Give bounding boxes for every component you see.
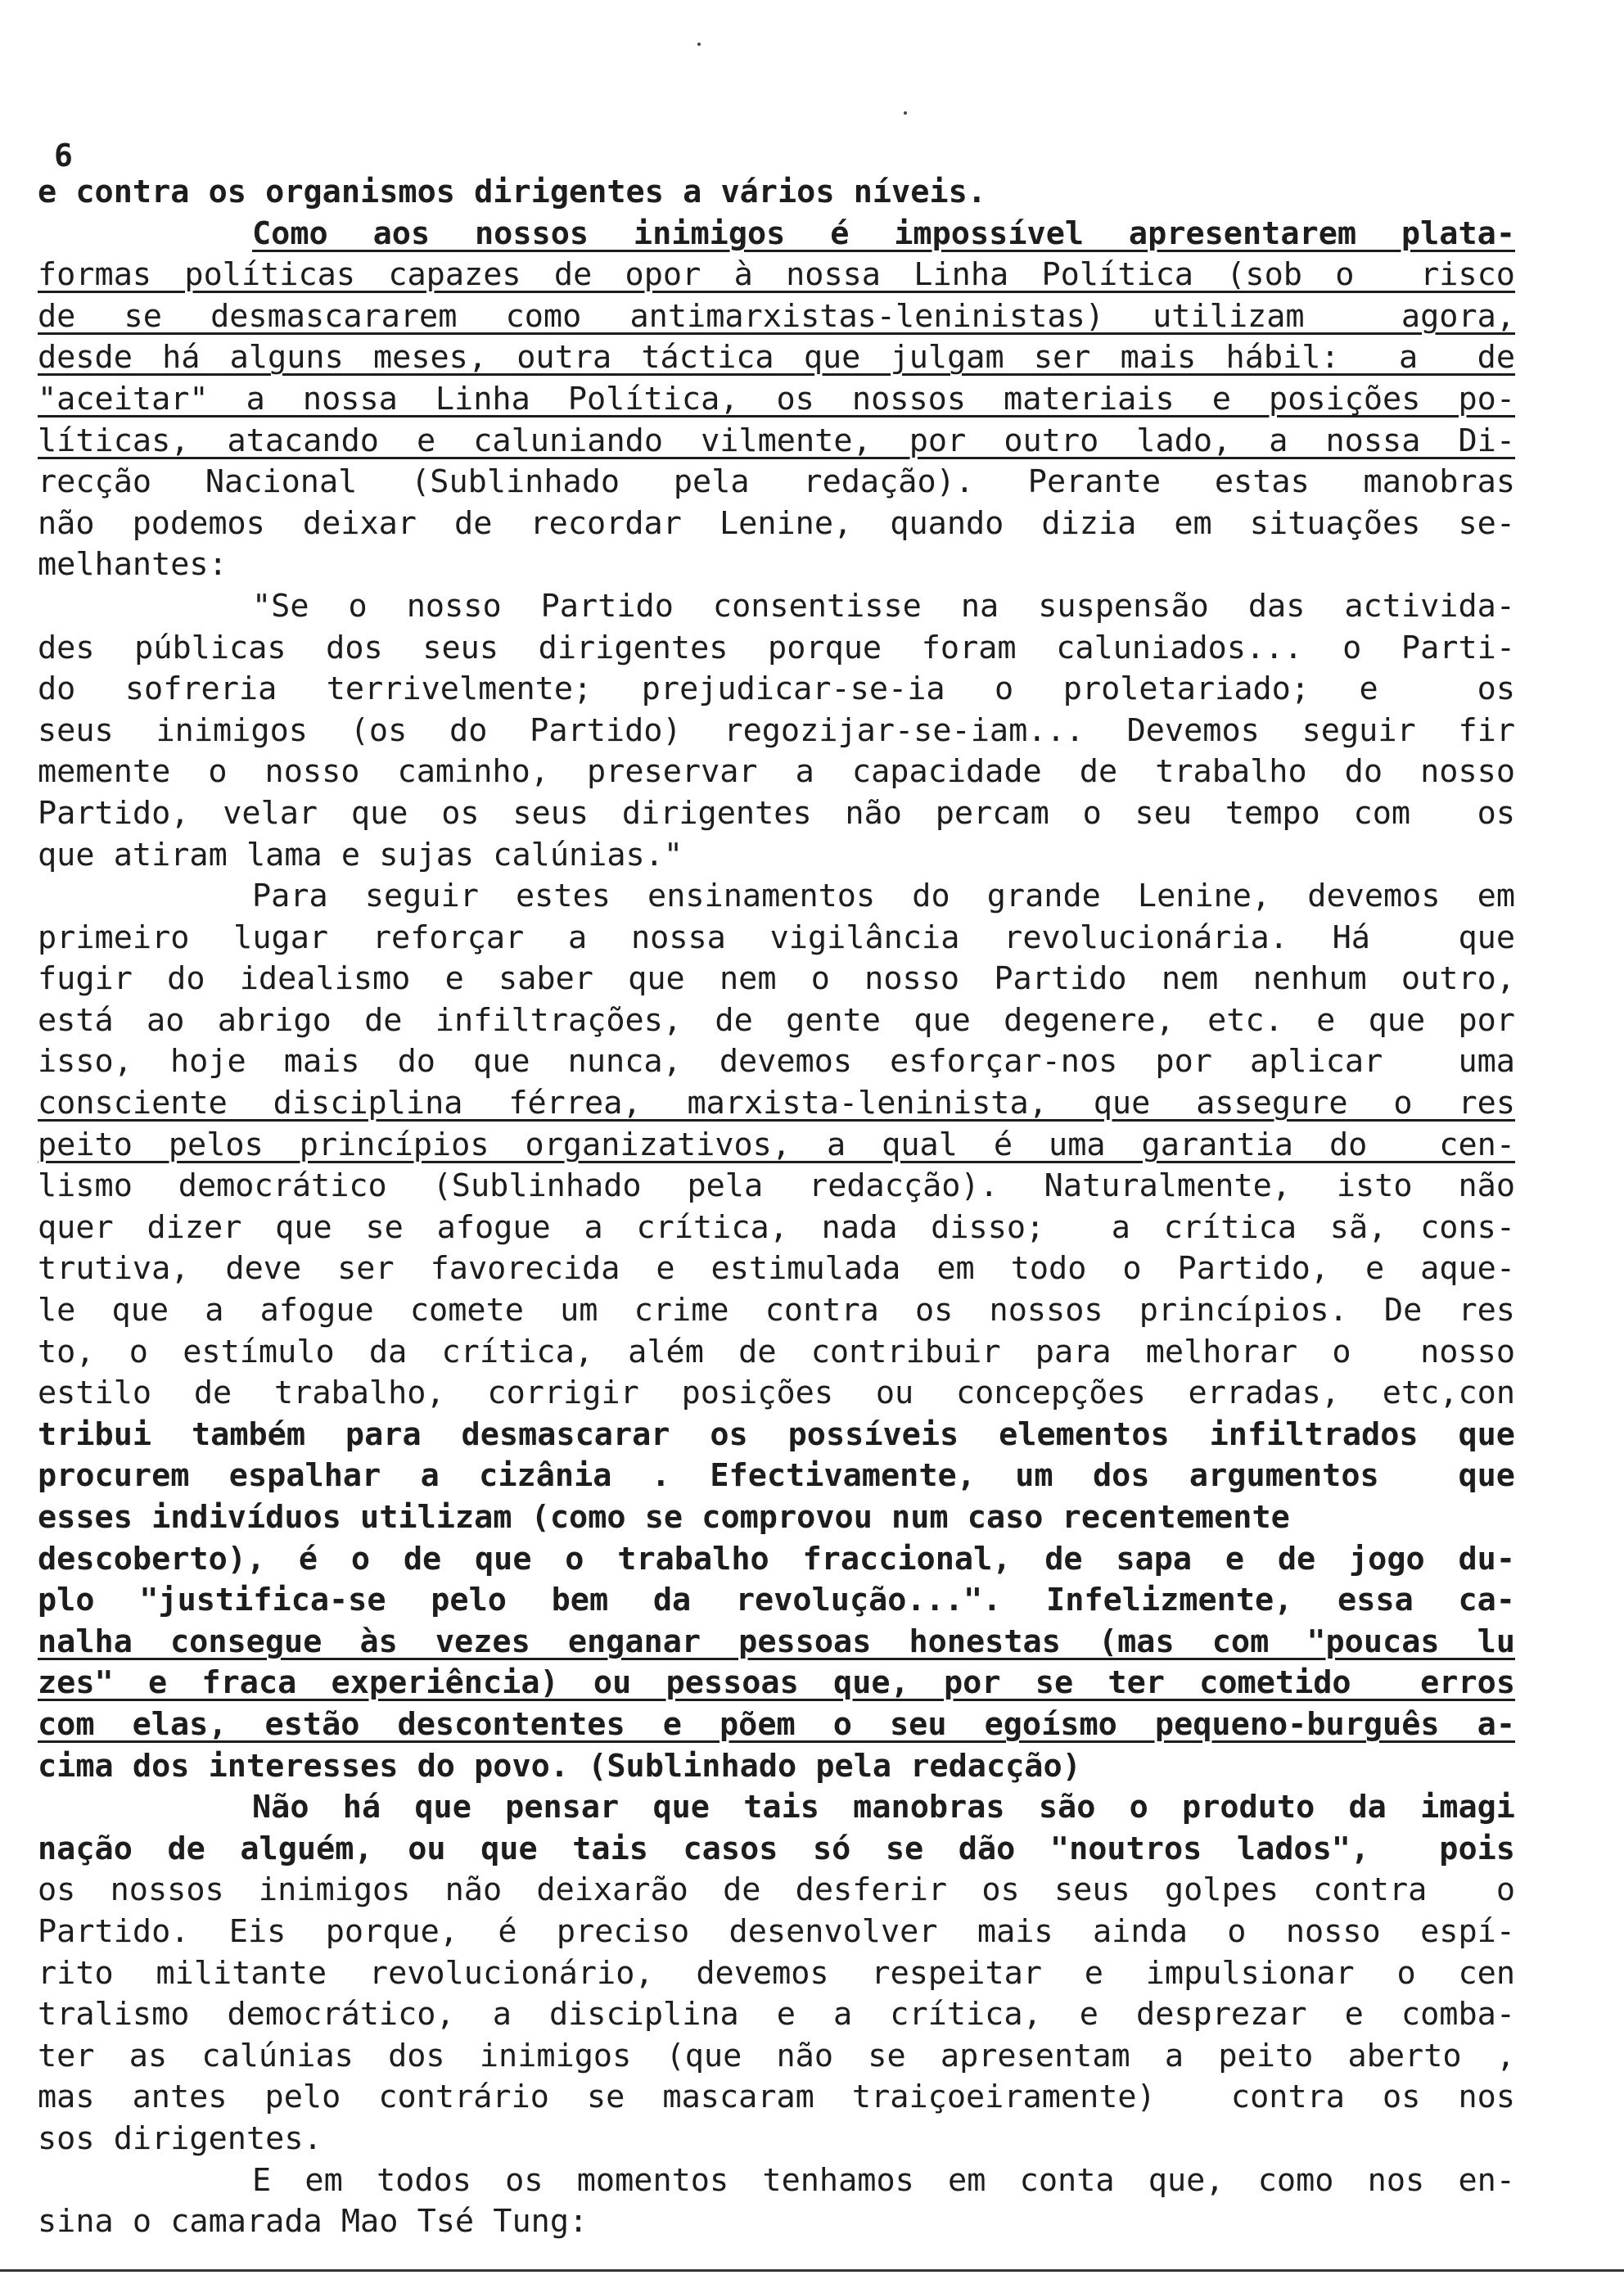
text-line (38, 1829, 1515, 1871)
text-line-content: está ao abrigo de infiltrações, de gente que degenere, etc. e que por (38, 1001, 1515, 1039)
text-line-content: recção Nacional (Sublinhado pela redação). Perante estas manobras (38, 463, 1515, 501)
text-line-content: tralismo democrático, a disciplina e a crítica, e desprezar e comba- (38, 1996, 1515, 2033)
text-line-content: primeiro lugar reforçar a nossa vigilância revolucionária. Há que (38, 919, 1515, 956)
text-line-content: "aceitar" a nossa Linha Política, os nossos materiais e posições po- (38, 380, 1515, 418)
text-line-content: que atiram lama e sujas calúnias." (38, 836, 683, 873)
text-line-content: peito pelos princípios organizativos, a qual é uma garantia do cen- (38, 1126, 1515, 1163)
text-line (38, 2119, 1515, 2160)
text-line (38, 1373, 1515, 1415)
text-line-content: fugir do idealismo e saber que nem o nosso Partido nem nenhum outro, (38, 960, 1515, 998)
text-line (38, 421, 1515, 463)
text-line (38, 2077, 1515, 2119)
text-line-content: ter as calúnias dos inimigos (que não se apresentam a peito aberto , (38, 2037, 1515, 2074)
text-line (38, 1125, 1515, 1167)
text-line (38, 1166, 1515, 1207)
text-line-content: to, o estímulo da crítica, além de contribuir para melhorar o nosso (38, 1333, 1515, 1370)
text-line-content: com elas, estão descontentes e põem o seu egoísmo pequeno-burguês a- (38, 1705, 1515, 1743)
text-line (38, 255, 1515, 296)
text-line (38, 793, 1515, 835)
text-line (38, 2201, 1515, 2243)
text-line-content: esses indivíduos utilizam (como se comprovou num caso recentemente (38, 1499, 1290, 1536)
text-line-content: Partido. Eis porque, é preciso desenvolver mais ainda o nosso espí- (38, 1912, 1515, 1950)
text-line (38, 2036, 1515, 2078)
text-line (38, 503, 1515, 545)
text-line-content: Como aos nossos inimigos é impossível apresentarem plata- (252, 214, 1515, 252)
text-line (38, 379, 1515, 421)
text-line (38, 1953, 1515, 1995)
text-line-content: descoberto), é o de que o trabalho fraccional, de sapa e de jogo du- (38, 1540, 1515, 1578)
text-line-content: trutiva, deve ser favorecida e estimulada em todo o Partido, e aque- (38, 1250, 1515, 1288)
text-line-content: melhantes: (38, 546, 228, 584)
text-line-content: memente o nosso caminho, preservar a capacidade de trabalho do nosso (38, 753, 1515, 791)
text-line-content: não podemos deixar de recordar Lenine, quando dizia em situações se- (38, 504, 1515, 542)
text-line (38, 462, 1515, 503)
bottom-rule (0, 2269, 1624, 2272)
text-line-content: os nossos inimigos não deixarão de desferir os seus golpes contra o (38, 1871, 1515, 1909)
text-line (38, 711, 1515, 752)
text-line (38, 1580, 1515, 1622)
text-line-content: cima dos interesses do povo. (Sublinhado pela redacção) (38, 1747, 1081, 1785)
text-line-content: nação de alguém, ou que tais casos só se dão "noutros lados", pois (38, 1830, 1515, 1867)
text-line (38, 1870, 1515, 1912)
text-line-content: le que a afogue comete um crime contra os nossos princípios. De res (38, 1292, 1515, 1329)
text-line-content: quer dizer que se afogue a crítica, nada disso; a crítica sã, cons- (38, 1208, 1515, 1246)
text-line (38, 214, 1515, 255)
text-line (38, 1290, 1515, 1332)
text-line-content: tribui também para desmascarar os possíveis elementos infiltrados que (38, 1415, 1515, 1453)
text-line (38, 1041, 1515, 1083)
text-line (38, 1083, 1515, 1125)
text-line (38, 1746, 1515, 1788)
text-line (38, 876, 1515, 918)
text-line-content: Para seguir estes ensinamentos do grande Lenine, devemos em (252, 878, 1515, 915)
text-line (38, 959, 1515, 1000)
text-line-content: des públicas dos seus dirigentes porque foram caluniados... o Parti- (38, 629, 1515, 666)
body-text (38, 172, 1515, 2243)
text-line-content: consciente disciplina férrea, marxista-leninista, que assegure o res (38, 1085, 1515, 1122)
text-line-content: lismo democrático (Sublinhado pela redacção). Naturalmente, isto não (38, 1167, 1515, 1205)
text-line-content: e contra os organismos dirigentes a vários níveis. (38, 174, 986, 210)
text-line-content: Partido, velar que os seus dirigentes não percam o seu tempo com os (38, 794, 1515, 832)
text-line (38, 172, 1515, 214)
text-line (38, 1704, 1515, 1746)
text-line-content: do sofreria terrivelmente; prejudicar-se-ia o proletariado; e os (38, 670, 1515, 708)
text-line-content: de se desmascararem como antimarxistas-leninistas) utilizam agora, (38, 297, 1515, 335)
text-line-content: "Se o nosso Partido consentisse na suspensão das activida- (252, 587, 1515, 625)
text-line (38, 1332, 1515, 1374)
text-line-content: formas políticas capazes de opor à nossa Linha Política (sob o risco (38, 256, 1515, 294)
scan-speck (697, 43, 701, 46)
text-line (38, 835, 1515, 877)
text-line-content: estilo de trabalho, corrigir posições ou concepções erradas, etc,con (38, 1374, 1515, 1412)
text-line (38, 1415, 1515, 1456)
text-line-content: Não há que pensar que tais manobras são o produto da imagi (252, 1789, 1515, 1826)
text-line-content: nalha consegue às vezes enganar pessoas honestas (mas com "poucas lu (38, 1623, 1515, 1660)
text-line (38, 1539, 1515, 1581)
text-line (38, 586, 1515, 628)
scan-speck (904, 111, 907, 115)
text-line-content: desde há alguns meses, outra táctica que julgam ser mais hábil: a de (38, 339, 1515, 377)
text-line (38, 628, 1515, 670)
text-line-content: E em todos os momentos tenhamos em conta que, como nos en- (252, 2161, 1515, 2199)
text-line (38, 1663, 1515, 1704)
text-line-content: zes" e fraca experiência) ou pessoas que, por se ter cometido erros (38, 1664, 1515, 1702)
text-line (38, 1622, 1515, 1663)
text-line (38, 1497, 1515, 1539)
text-line-content: sos dirigentes. (38, 2119, 323, 2157)
text-line-content: plo "justifica-se pelo bem da revolução...". Infelizmente, essa ca- (38, 1582, 1515, 1619)
text-line (38, 752, 1515, 793)
text-line-content: isso, hoje mais do que nunca, devemos esforçar-nos por aplicar uma (38, 1043, 1515, 1081)
text-line (38, 1994, 1515, 2036)
text-line-content: mas antes pelo contrário se mascaram traiçoeiramente) contra os nos (38, 2079, 1515, 2116)
text-line (38, 1207, 1515, 1249)
text-line (38, 1248, 1515, 1290)
text-line (38, 1456, 1515, 1497)
page-number: 6 (54, 138, 73, 174)
text-line (38, 337, 1515, 379)
text-line-content: sina o camarada Mao Tsé Tung: (38, 2203, 589, 2241)
text-line-content: procurem espalhar a cizânia . Efectivamente, um dos argumentos que (38, 1457, 1515, 1495)
text-line (38, 2160, 1515, 2202)
text-line-content: rito militante revolucionário, devemos respeitar e impulsionar o cen (38, 1954, 1515, 1992)
text-line (38, 918, 1515, 959)
text-line (38, 1787, 1515, 1829)
text-line-content: seus inimigos (os do Partido) regozijar-se-iam... Devemos seguir fir (38, 711, 1515, 749)
text-line-content: líticas, atacando e caluniando vilmente, por outro lado, a nossa Di- (38, 422, 1515, 459)
text-line (38, 1000, 1515, 1042)
text-line (38, 296, 1515, 338)
text-line (38, 544, 1515, 586)
text-line (38, 669, 1515, 711)
text-line (38, 1912, 1515, 1953)
